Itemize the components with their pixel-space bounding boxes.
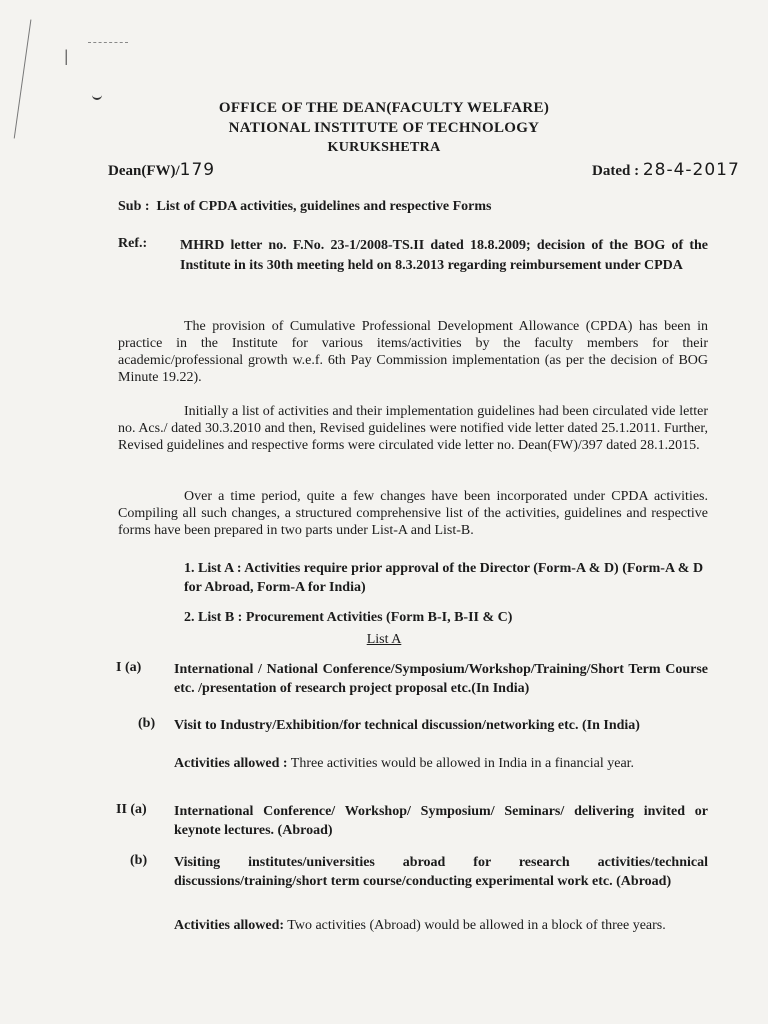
reference-label: Ref.: — [118, 236, 148, 251]
item-text-i-a: International / National Conference/Symposium/Workshop/Training/Short Term Course etc. /presentation of research project proposal etc.(In India) — [174, 662, 708, 696]
subject-text: List of CPDA activities, guidelines and respective Forms — [156, 199, 492, 214]
allowed-label: Activities allowed : — [174, 756, 288, 771]
scan-dash-mark — [88, 42, 128, 43]
allowed-label: Activities allowed: — [174, 918, 285, 933]
list-b-summary: 2. List B : Procurement Activities (Form B-I, B-II & C) — [184, 610, 513, 625]
item-label-i-a: I (a) — [116, 660, 142, 675]
activities-allowed-india — [174, 754, 708, 773]
list-a-summary: 1. List A : Activities require prior approval of the Director (Form-A & D) (Form-A & D for Abroad, Form-A for India) — [184, 561, 704, 595]
subject-label: Sub : — [118, 199, 150, 214]
item-label-ii-a: II (a) — [116, 802, 147, 817]
institute-name: NATIONAL INSTITUTE OF TECHNOLOGY — [228, 120, 540, 136]
allowed-text: Three activities would be allowed in India in a financial year. — [290, 756, 635, 771]
paragraph-1: The provision of Cumulative Professional Development Allowance (CPDA) has been in practice in the Institute for various items/activities by the faculty members for their academic/professional growth w.e.f. 6th Pay Commission implementation (as per the decision of BOG Minute 19.22). — [118, 319, 708, 385]
letter-date — [592, 160, 740, 180]
item-text-i-b: Visit to Industry/Exhibition/for technical discussion/networking etc. (In India) — [174, 718, 640, 733]
paragraph-2: Initially a list of activities and their implementation guidelines had been circulated vide letter no. Acs./ dated 30.3.2010 and then, Revised guidelines were notified vide letter dated 25.1.2011. Further, Revised guidelines and respective forms were circulated vide letter no. Dean(FW)/397 dated 28.1.2015. — [118, 404, 708, 453]
item-text-ii-b: Visiting institutes/universities abroad for research activities/technical discussions/training/short term course/conducting experimental work etc. (Abroad) — [174, 855, 708, 889]
scan-ink-mark — [92, 92, 102, 100]
reference-text: MHRD letter no. F.No. 23-1/2008-TS.II dated 18.8.2009; decision of the BOG of the Institute in its 30th meeting held on 8.3.2013 regarding reimbursement under CPDA — [180, 238, 708, 273]
letter-reference-number — [108, 160, 215, 180]
allowed-text: Two activities (Abroad) would be allowed in a block of three years. — [287, 918, 666, 933]
ref-handwritten-number: 179 — [179, 160, 216, 180]
item-label-ii-b: (b) — [130, 853, 148, 868]
subject-line — [118, 199, 491, 215]
scan-pen-mark: ǀ — [64, 45, 69, 70]
ref-prefix: Dean(FW)/ — [108, 163, 180, 179]
list-a-heading: List A — [366, 632, 402, 647]
item-text-ii-a: International Conference/ Workshop/ Symposium/ Seminars/ delivering invited or keynote lectures. (Abroad) — [174, 804, 708, 838]
item-label-i-b: (b) — [138, 716, 156, 731]
activities-allowed-abroad — [174, 916, 708, 935]
dated-label: Dated : — [592, 163, 643, 179]
dated-handwritten-value: 28-4-2017 — [642, 160, 740, 180]
paragraph-3: Over a time period, quite a few changes have been incorporated under CPDA activities. Compiling all such changes, a structured comprehensive list of the activities, guidelines and respective forms have been prepared in two parts under List-A and List-B. — [118, 489, 708, 538]
institute-city: KURUKSHETRA — [327, 140, 441, 155]
office-title: OFFICE OF THE DEAN(FACULTY WELFARE) — [218, 100, 550, 116]
